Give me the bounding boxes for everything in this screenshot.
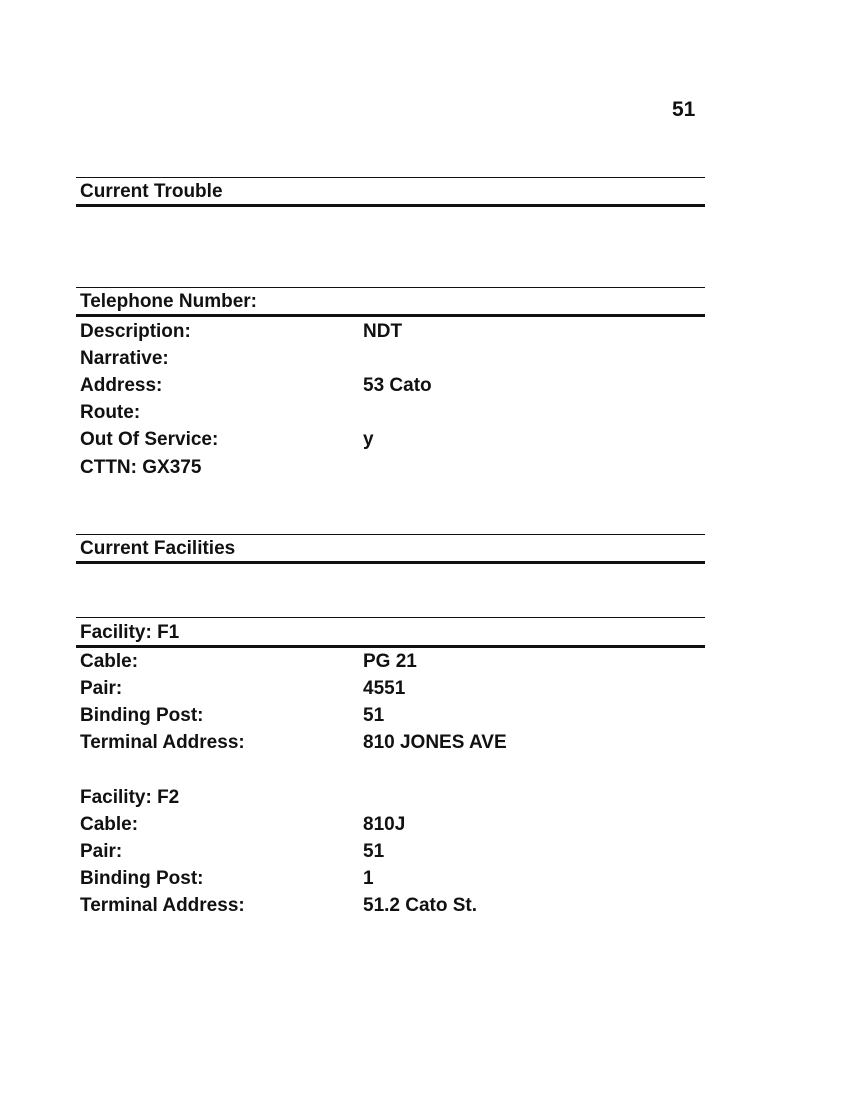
f2-binding-post-value: 1 bbox=[363, 868, 374, 889]
route-label: Route: bbox=[80, 402, 141, 423]
section-divider-top bbox=[76, 177, 705, 178]
f1-terminal-address-label: Terminal Address: bbox=[80, 732, 245, 753]
address-label: Address: bbox=[80, 375, 163, 396]
section-divider-top bbox=[76, 534, 705, 535]
description-value: NDT bbox=[363, 321, 403, 342]
f1-binding-post-value: 51 bbox=[363, 705, 385, 726]
section-divider-top bbox=[76, 617, 705, 618]
section-divider-bottom bbox=[76, 314, 705, 317]
f2-binding-post-label: Binding Post: bbox=[80, 868, 204, 889]
out-of-service-value: y bbox=[363, 429, 374, 450]
facility-f2-heading: Facility: F2 bbox=[80, 787, 180, 808]
out-of-service-label: Out Of Service: bbox=[80, 429, 219, 450]
section-divider-bottom bbox=[76, 645, 705, 648]
f1-binding-post-label: Binding Post: bbox=[80, 705, 204, 726]
description-label: Description: bbox=[80, 321, 191, 342]
address-value: 53 Cato bbox=[363, 375, 432, 396]
f2-terminal-address-value: 51.2 Cato St. bbox=[363, 895, 478, 916]
f2-pair-label: Pair: bbox=[80, 841, 123, 862]
f1-pair-label: Pair: bbox=[80, 678, 123, 699]
f2-pair-value: 51 bbox=[363, 841, 385, 862]
section-divider-bottom bbox=[76, 204, 705, 207]
telephone-number-label: Telephone Number: bbox=[80, 291, 257, 312]
section-divider-top bbox=[76, 287, 705, 288]
cttn-label: CTTN: GX375 bbox=[80, 457, 202, 478]
f2-terminal-address-label: Terminal Address: bbox=[80, 895, 245, 916]
f2-cable-value: 810J bbox=[363, 814, 406, 835]
section-divider-bottom bbox=[76, 561, 705, 564]
f2-cable-label: Cable: bbox=[80, 814, 139, 835]
narrative-label: Narrative: bbox=[80, 348, 169, 369]
f1-cable-value: PG 21 bbox=[363, 651, 417, 672]
section-heading-current-trouble: Current Trouble bbox=[80, 181, 223, 202]
f1-terminal-address-value: 810 JONES AVE bbox=[363, 732, 507, 753]
section-heading-current-facilities: Current Facilities bbox=[80, 538, 236, 559]
facility-f1-heading: Facility: F1 bbox=[80, 622, 180, 643]
f1-cable-label: Cable: bbox=[80, 651, 139, 672]
page-number: 51 bbox=[672, 98, 696, 121]
f1-pair-value: 4551 bbox=[363, 678, 406, 699]
